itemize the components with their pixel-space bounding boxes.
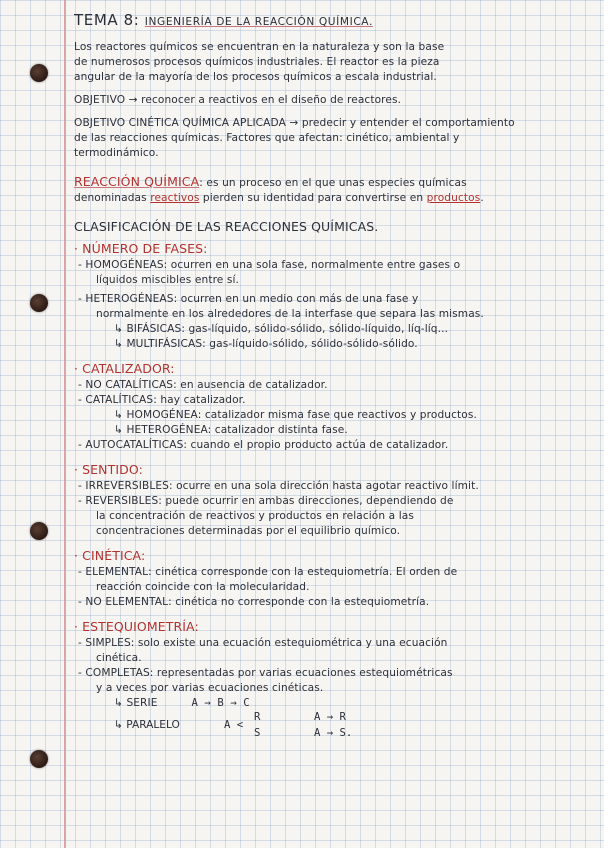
intro-line: de numerosos procesos químicos industriales. El reactor es la pieza [74, 56, 440, 68]
notes-page [74, 4, 600, 741]
binder-hole [30, 64, 48, 82]
binder-hole [30, 522, 48, 540]
estequiometria-line: cinética. [96, 652, 142, 664]
catalizador-line: ↳ HETEROGÉNEA: catalizador distinta fase. [114, 424, 348, 436]
reaccion-definition-cont [74, 191, 600, 206]
paralelo-label: ↳ PARALELO [114, 719, 180, 731]
catalizador-line: - AUTOCATALÍTICAS: cuando el propio producto actúa de catalizador. [78, 439, 449, 451]
reactivos-term: reactivos [150, 192, 200, 204]
sentido-line: - REVERSIBLES: puede ocurrir en ambas direcciones, dependiendo de [78, 495, 454, 507]
reaccion-def-a: : es un proceso en el que unas especies químicas [199, 177, 467, 189]
fases-line: líquidos miscibles entre sí. [96, 274, 240, 286]
binder-hole [30, 294, 48, 312]
reaccion-def-c: pierden su identidad para convertirse en [202, 192, 424, 204]
intro-line: angular de la mayoría de los procesos químicos a escala industrial. [74, 71, 437, 83]
estequiometria-line: - COMPLETAS: representadas por varias ecuaciones estequiométricas [78, 667, 453, 679]
tema-label: TEMA 8 [74, 11, 134, 29]
paralelo-equation: A < [224, 719, 244, 731]
productos-term: productos [426, 192, 481, 204]
reaccion-def-b: denominadas [74, 192, 147, 204]
notebook-margin-line [64, 0, 66, 848]
catalizador-line: - NO CATALÍTICAS: en ausencia de catalizador. [78, 379, 328, 391]
paralelo-rhs-s: A → S. [314, 727, 353, 739]
sentido-line: la concentración de reactivos y productos en relación a las [96, 510, 414, 522]
catalizador-heading: · CATALIZADOR: [74, 361, 175, 376]
catalizador-line: - CATALÍTICAS: hay catalizador. [78, 394, 246, 406]
fases-line: ↳ BIFÁSICAS: gas-líquido, sólido-sólido, sólido-líquido, líq-líq... [114, 323, 449, 335]
reaccion-def-end: . [480, 192, 484, 204]
estequiometria-line: - SIMPLES: solo existe una ecuación estequiométrica y una ecuación [78, 637, 448, 649]
cinetica-heading: · CINÉTICA: [74, 548, 146, 563]
reaccion-term: REACCIÓN QUÍMICA [74, 174, 200, 189]
objetivo-cinetica-line: OBJETIVO CINÉTICA QUÍMICA APLICADA → predecir y entender el comportamiento [74, 117, 515, 129]
paralelo-rhs-r: A → R [314, 711, 346, 723]
title-subject: INGENIERÍA DE LA REACCIÓN QUÍMICA. [144, 16, 373, 28]
serie-equation: A → B → C [191, 697, 250, 709]
fases-line: normalmente en los alrededores de la interfase que separa las mismas. [96, 308, 484, 320]
cinetica-line: reacción coincide con la molecularidad. [96, 581, 310, 593]
reaccion-definition [74, 173, 600, 191]
estequiometria-heading: · ESTEQUIOMETRÍA: [74, 619, 199, 634]
sentido-line: concentraciones determinadas por el equilibrio químico. [96, 525, 401, 537]
sentido-heading: · SENTIDO: [74, 462, 143, 477]
objetivo-line: OBJETIVO → reconocer a reactivos en el diseño de reactores. [74, 94, 402, 106]
fases-line: ↳ MULTIFÁSICAS: gas-líquido-sólido, sólido-sólido-sólido. [114, 338, 418, 350]
objetivo-cinetica-line: de las reacciones químicas. Factores que afectan: cinético, ambiental y [74, 132, 460, 144]
paralelo-branch-s: S [254, 727, 261, 739]
binder-hole [30, 750, 48, 768]
paralelo-branch-r: R [254, 711, 261, 723]
cinetica-line: - NO ELEMENTAL: cinética no corresponde con la estequiometría. [78, 596, 430, 608]
paralelo-row [74, 711, 600, 741]
intro-line: Los reactores químicos se encuentran en la naturaleza y son la base [74, 41, 445, 53]
fases-heading: · NÚMERO DE FASES: [74, 241, 208, 256]
serie-row [74, 696, 600, 711]
estequiometria-line: y a veces por varias ecuaciones cinéticas. [96, 682, 324, 694]
objetivo-cinetica-line: termodinámico. [74, 147, 159, 159]
clasificacion-heading: CLASIFICACIÓN DE LAS REACCIONES QUÍMICAS. [74, 219, 379, 234]
fases-line: - HOMOGÉNEAS: ocurren en una sola fase, normalmente entre gases o [78, 259, 461, 271]
catalizador-line: ↳ HOMOGÉNEA: catalizador misma fase que reactivos y productos. [114, 409, 477, 421]
sentido-line: - IRREVERSIBLES: ocurre en una sola dirección hasta agotar reactivo límit. [78, 480, 479, 492]
fases-line: - HETEROGÉNEAS: ocurren en un medio con más de una fase y [78, 293, 419, 305]
cinetica-line: - ELEMENTAL: cinética corresponde con la estequiometría. El orden de [78, 566, 458, 578]
title-colon: : [133, 11, 140, 29]
page-title [74, 4, 600, 36]
serie-label: ↳ SERIE [114, 697, 158, 709]
